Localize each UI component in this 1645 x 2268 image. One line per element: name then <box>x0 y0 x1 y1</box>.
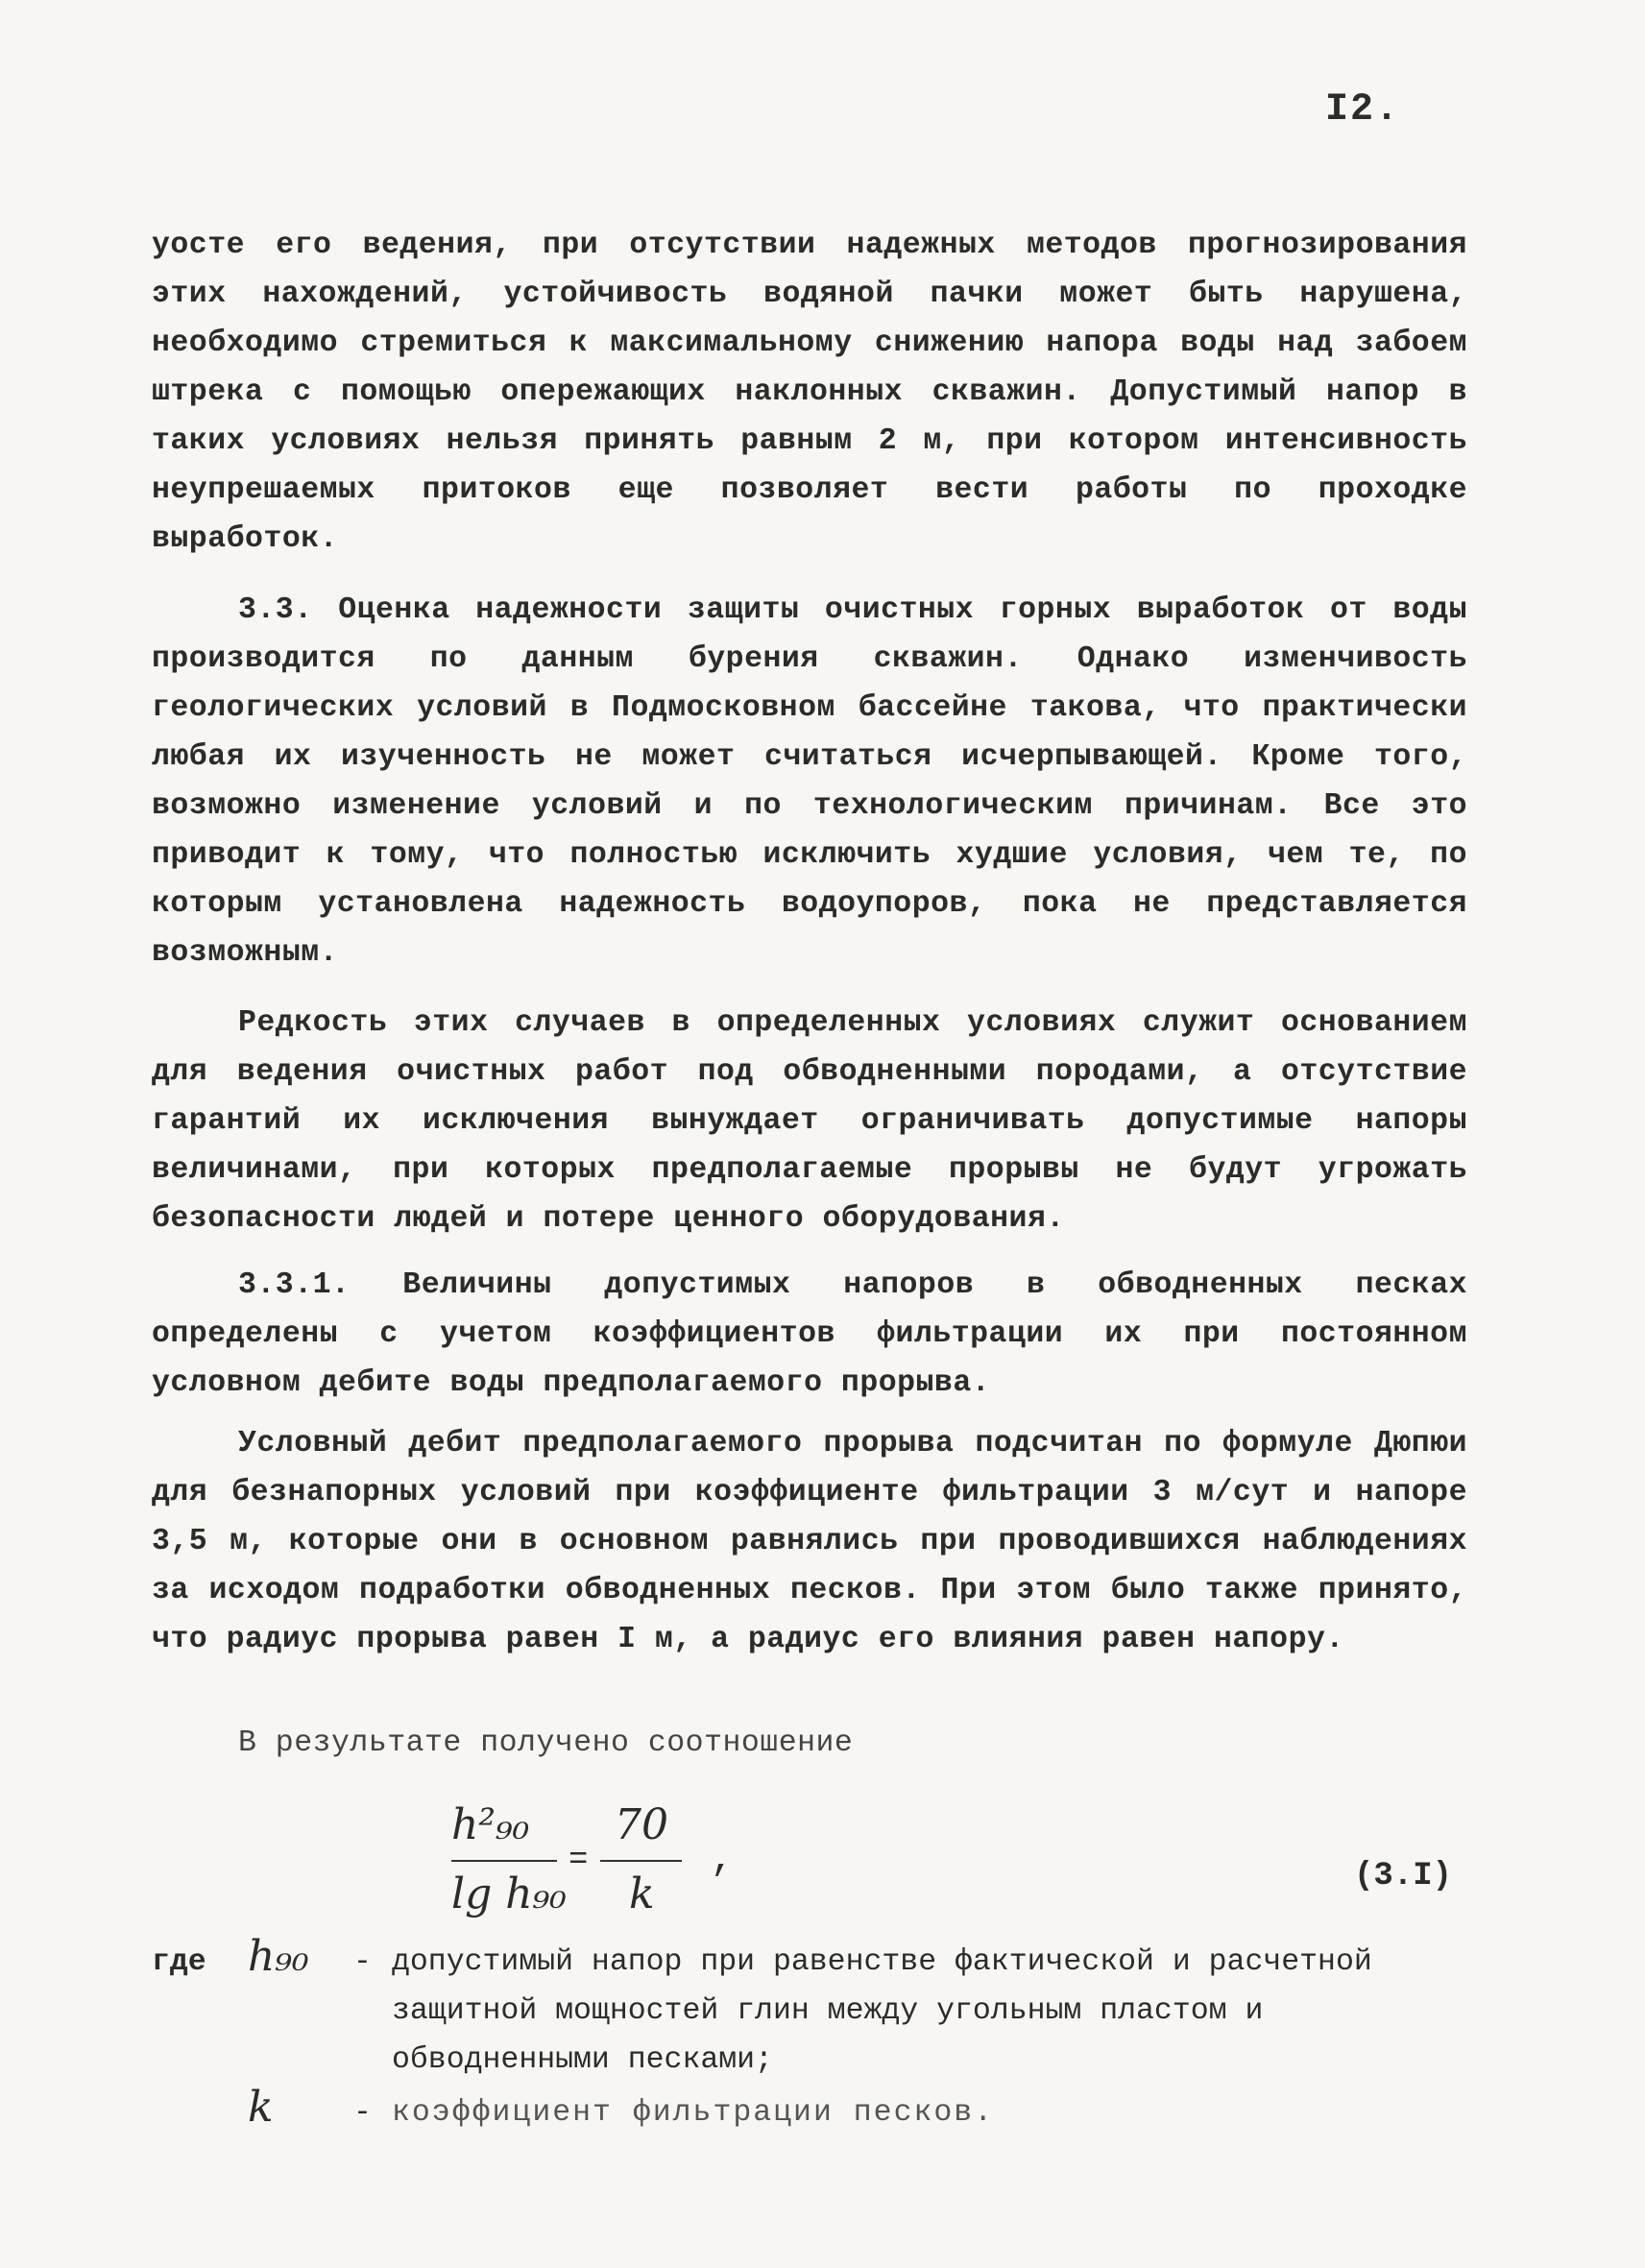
paragraph-text: уосте его ведения, при отсутствии надежных методов прогнозирования этих нахождений, устойчивость водяной пачки может быть нарушена, необходимо стремиться к максимальному снижению напора воды над забоем штрека с помощью опережающих наклонных скважин. Допустимый напор в таких условиях нельзя принять равным 2 м, при котором интенсивность неупрешаемых притоков еще позволяет вести работы по проходке выработок. <box>152 229 1467 556</box>
paragraph-text: Редкость этих случаев в определенных условиях служит основанием для ведения очистных работ под обводненными породами, а отсутствие гарантий их исключения вынуждает ограничивать допустимые напоры величинами, при которых предполагаемые прорывы не будут угрожать безопасности людей и потере ценного оборудования. <box>152 1006 1467 1236</box>
formula <box>442 1800 845 1944</box>
definition-dash: - <box>353 2096 372 2130</box>
paragraph-text: В результате получено соотношение <box>238 1726 854 1760</box>
definition-keyword: где <box>152 1945 206 1979</box>
formula-equals: = <box>568 1843 589 1879</box>
formula-numerator-right: 70 <box>615 1800 668 1849</box>
paragraph-5 <box>152 1419 1467 1664</box>
fraction-bar-right <box>600 1860 682 1862</box>
definition-symbol: k <box>248 2083 274 2132</box>
paragraph-text: 3.3. Оценка надежности защиты очистных горных выработок от воды производится по данным бурения скважин. Однако изменчивость геологических условий в Подмосковном бассейне такова, что практически любая их изученность не может считаться исчерпывающей. Кроме того, возможно изменение условий и по технологическим причинам. Все это приводит к тому, что полностью исключить худшие условия, чем те, по которым установлена надежность водоупоров, пока не представляется возможным. <box>152 593 1467 970</box>
paragraph-2 <box>152 586 1467 977</box>
formula-denominator-right: k <box>629 1870 655 1918</box>
paragraph-text: Условный дебит предполагаемого прорыва подсчитан по формуле Дюпюи для безнапорных условий при коэффициенте фильтрации 3 м/сут и напоре 3,5 м, которые они в основном равнялись при проводившихся наблюдениях за исходом подработки обводненных песков. При этом было также принято, что радиус прорыва равен I м, а радиус его влияния равен напору. <box>152 1427 1467 1656</box>
definition-symbol: h₉₀ <box>248 1932 309 1981</box>
paragraph-3 <box>152 999 1467 1243</box>
fraction-bar-left <box>451 1860 557 1862</box>
paragraph-6 <box>152 1719 1467 1768</box>
formula-denominator-left: lg h₉₀ <box>451 1870 567 1918</box>
paragraph-text: 3.3.1. Величины допустимых напоров в обводненных песках определены с учетом коэффициентов фильтрации их при постоянном условном дебите воды предполагаемого прорыва. <box>152 1268 1467 1400</box>
definition-dash: - <box>353 1945 372 1979</box>
page-number: I2. <box>1325 88 1401 132</box>
definition-text: коэффициент фильтрации песков. <box>392 2096 995 2130</box>
definition-text: допустимый напор при равенстве фактической и расчетной защитной мощностей глин между угольным пластом и обводненными песками; <box>392 1945 1372 2077</box>
paragraph-1 <box>152 221 1467 564</box>
paragraph-4 <box>152 1261 1467 1408</box>
formula-comma: , <box>711 1839 735 1882</box>
formula-numerator-left: h²₉₀ <box>451 1800 530 1849</box>
equation-number: (3.I) <box>1354 1858 1453 1894</box>
